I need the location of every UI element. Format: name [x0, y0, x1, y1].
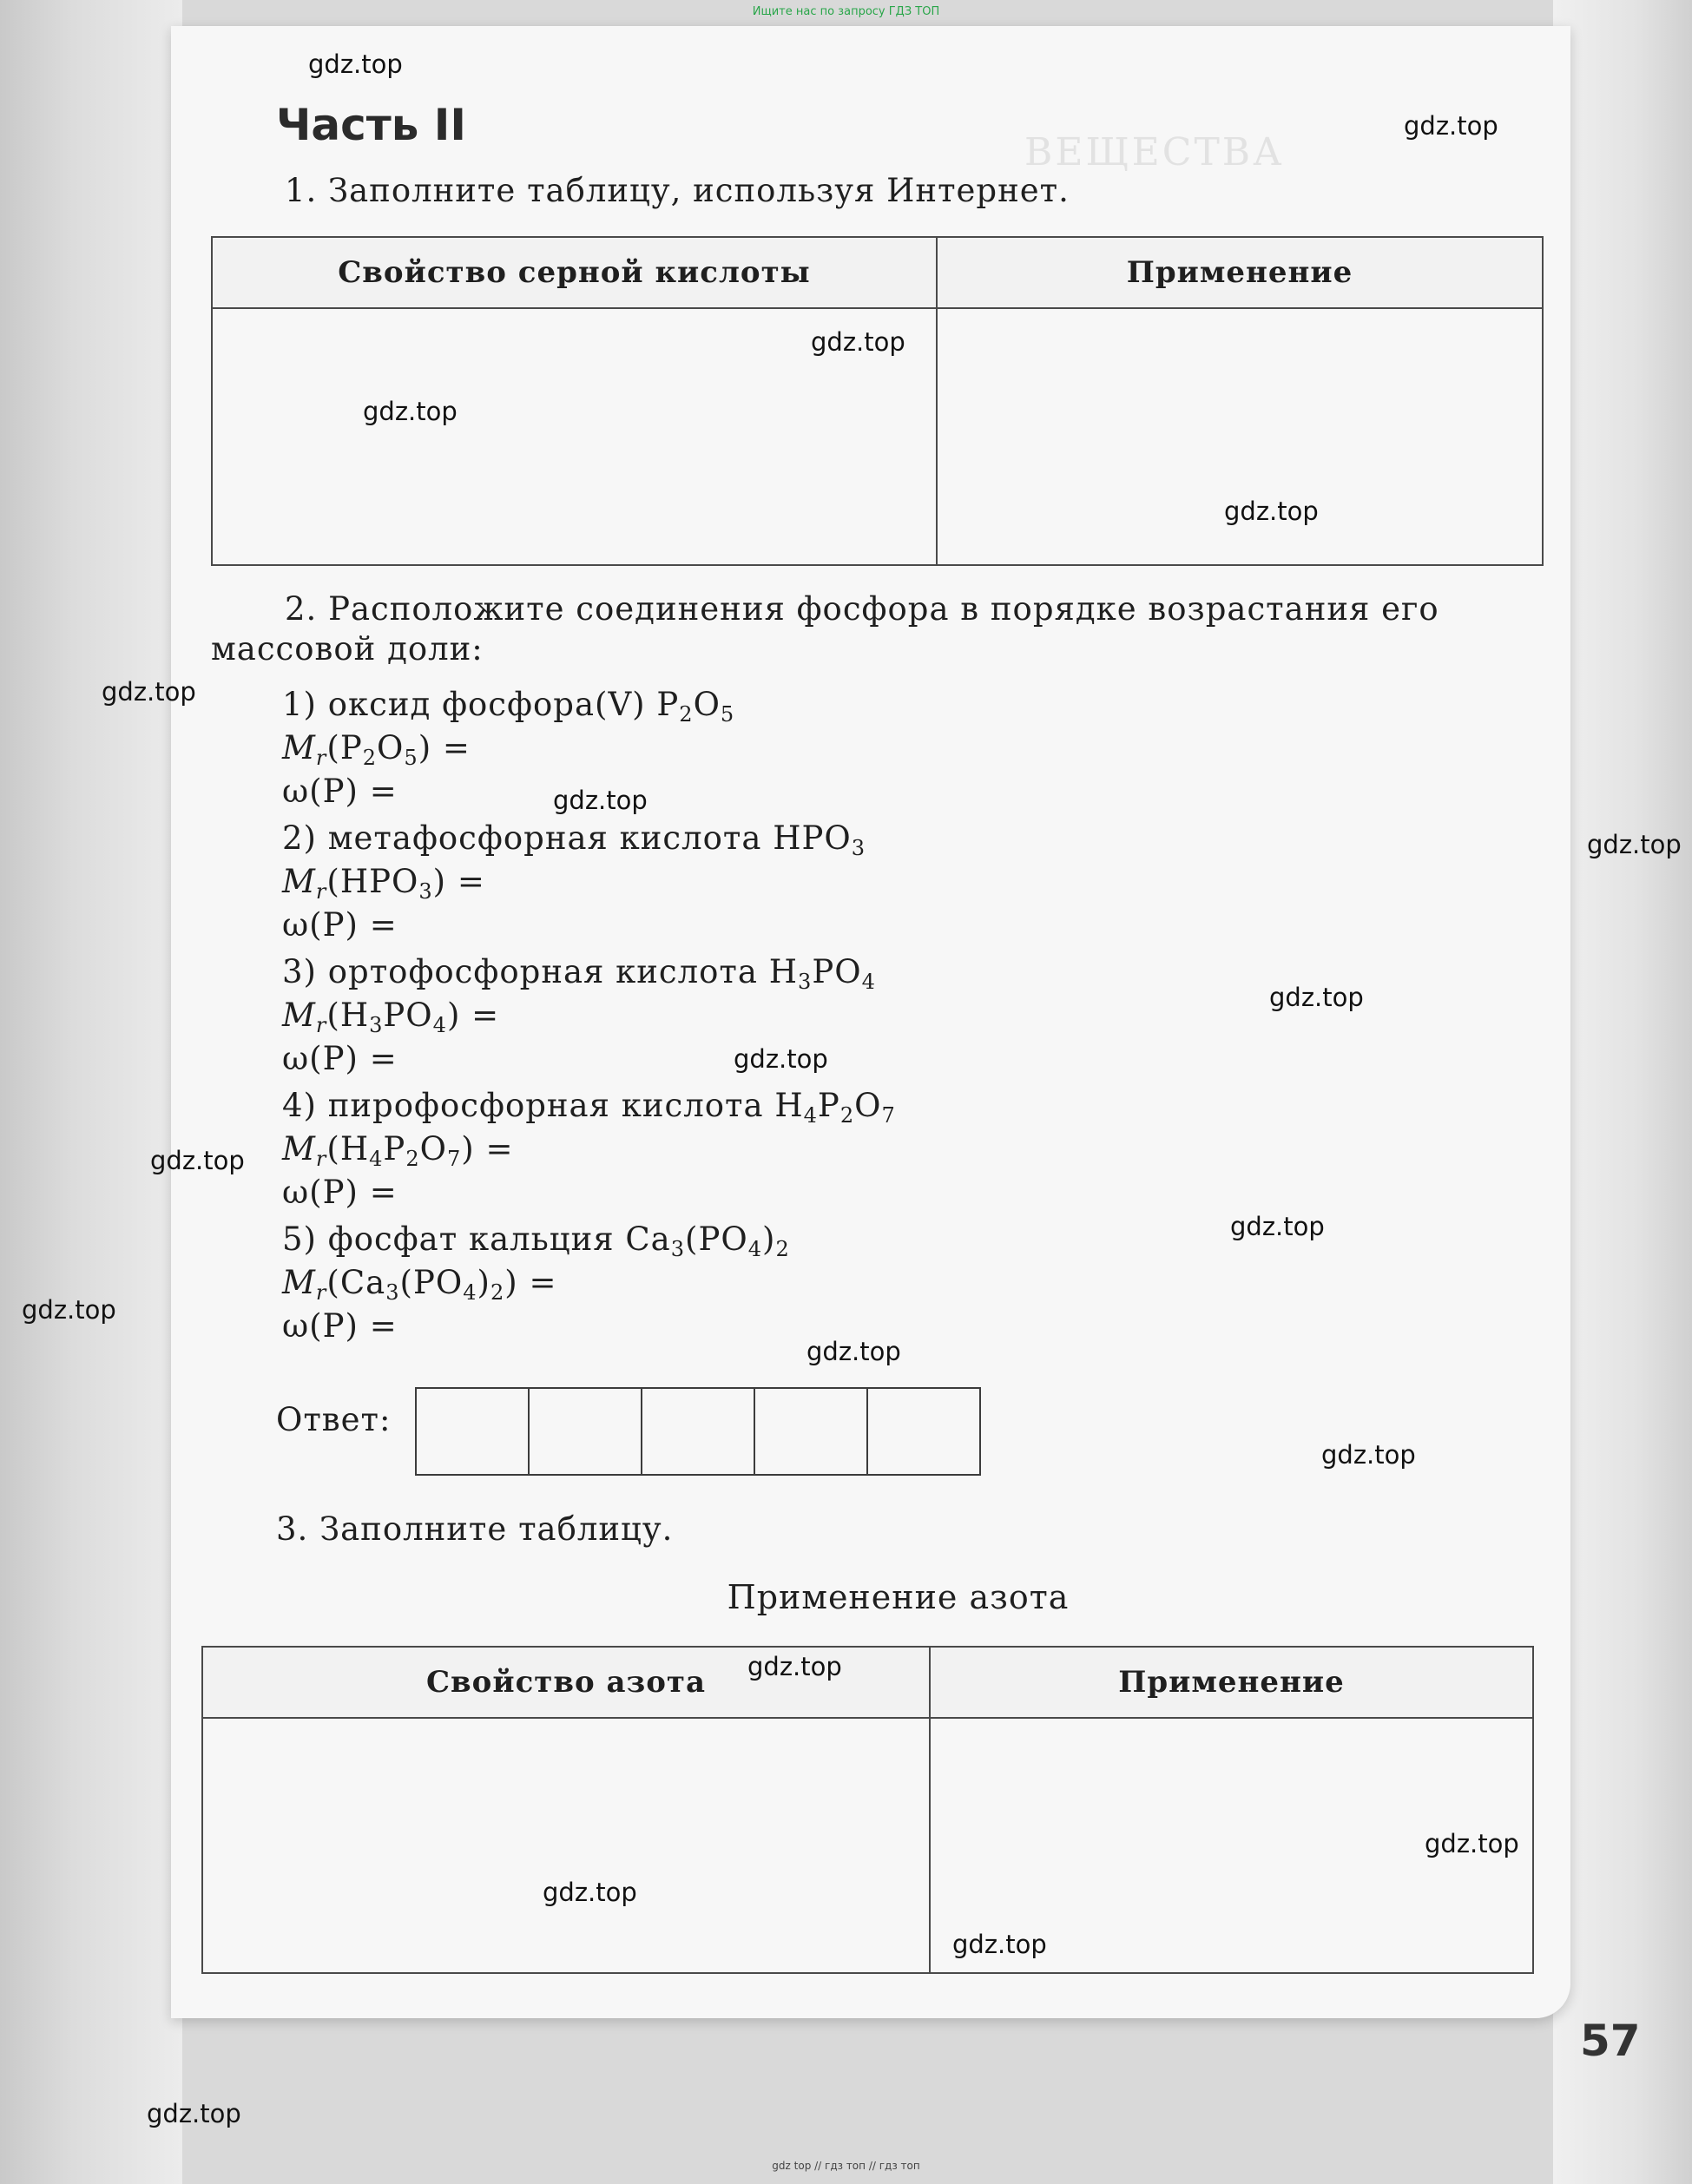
- show-through-text: ВЕЩЕСТВА: [1024, 130, 1285, 174]
- answer-box-2[interactable]: [530, 1389, 642, 1474]
- watermark: gdz.top: [806, 1337, 901, 1366]
- watermark: gdz.top: [150, 1146, 245, 1175]
- watermark: gdz.top: [147, 2099, 241, 2128]
- answer-box-3[interactable]: [642, 1389, 755, 1474]
- nitrogen-table: [201, 1646, 1534, 1974]
- compound-1-w: ω(P) =: [282, 773, 398, 810]
- watermark: gdz.top: [363, 397, 458, 426]
- compound-2-mr: $M_r(HPO_3)$ =: [282, 863, 485, 905]
- watermark: gdz.top: [811, 327, 905, 357]
- compound-5-mr: $M_r(Ca_3(PO_4)_2)$ =: [282, 1264, 557, 1306]
- watermark: gdz.top: [543, 1878, 637, 1907]
- watermark: gdz.top: [22, 1295, 116, 1325]
- table1-header-property: Свойство серной кислоты: [212, 237, 937, 308]
- table3-header-property: Свойство азота: [202, 1647, 930, 1718]
- watermark: gdz.top: [1321, 1440, 1416, 1470]
- compound-5-w: ω(P) =: [282, 1307, 398, 1345]
- answer-box-4[interactable]: [755, 1389, 868, 1474]
- compound-4-w: ω(P) =: [282, 1174, 398, 1211]
- compound-4-mr: $M_r(H_4P_2O_7)$ =: [282, 1130, 514, 1172]
- watermark: gdz.top: [553, 786, 648, 815]
- watermark: gdz.top: [1404, 111, 1498, 141]
- compound-5: 5) фосфат кальция $Ca_3(PO_4)_2$: [282, 1220, 790, 1262]
- left-background: [0, 0, 182, 2184]
- compound-3-label: 3) ортофосфорная кислота: [282, 953, 769, 990]
- watermark: gdz.top: [747, 1652, 842, 1681]
- watermark: gdz.top: [734, 1044, 828, 1074]
- compound-2: 2) метафосфорная кислота $HPO_3$: [282, 819, 866, 861]
- compound-2-w: ω(P) =: [282, 906, 398, 944]
- compound-1-label: 1) оксид фосфора(V): [282, 686, 657, 723]
- watermark: gdz.top: [1224, 497, 1319, 526]
- table3-header-application: Применение: [930, 1647, 1533, 1718]
- compound-3: 3) ортофосфорная кислота $H_3PO_4$: [282, 953, 876, 995]
- compound-2-label: 2) метафосфорная кислота: [282, 819, 774, 857]
- watermark: gdz.top: [952, 1930, 1047, 1959]
- watermark: gdz.top: [1269, 983, 1364, 1012]
- compound-3-mr: $M_r(H_3PO_4)$ =: [282, 997, 500, 1038]
- task2-instruction-line1: 2. Расположите соединения фосфора в порядке возрастания его: [285, 590, 1439, 628]
- watermark: gdz.top: [1425, 1829, 1519, 1858]
- task2-instruction-line2: массовой доли:: [211, 630, 484, 668]
- watermark: gdz.top: [1230, 1212, 1325, 1241]
- answer-box-1[interactable]: [417, 1389, 530, 1474]
- top-banner: Ищите нас по запросу ГДЗ ТОП: [752, 5, 940, 18]
- table3-property-cell[interactable]: [202, 1718, 930, 1973]
- part-title: Часть II: [276, 100, 466, 150]
- compound-1: 1) оксид фосфора(V) $P_2O_5$: [282, 686, 735, 727]
- page-number: 57: [1580, 2016, 1641, 2066]
- answer-label: Ответ:: [276, 1401, 392, 1438]
- bottom-banner: gdz top // гдз топ // гдз топ: [772, 2160, 920, 2172]
- task1-instruction: 1. Заполните таблицу, используя Интернет.: [285, 172, 1070, 209]
- watermark: gdz.top: [308, 49, 403, 79]
- table1-header-application: Применение: [937, 237, 1543, 308]
- watermark: gdz.top: [102, 677, 196, 707]
- right-background: [1553, 0, 1692, 2184]
- task3-table-title: Применение азота: [727, 1578, 1070, 1616]
- compound-5-label: 5) фосфат кальция: [282, 1220, 626, 1258]
- answer-boxes: [415, 1387, 981, 1476]
- compound-4: 4) пирофосфорная кислота $H_4P_2O_7$: [282, 1087, 896, 1128]
- compound-1-mr: $M_r(P_2O_5)$ =: [282, 729, 471, 771]
- compound-3-w: ω(P) =: [282, 1040, 398, 1077]
- task3-instruction: 3. Заполните таблицу.: [276, 1510, 674, 1548]
- table1-application-cell[interactable]: [937, 308, 1543, 565]
- answer-box-5[interactable]: [868, 1389, 979, 1474]
- watermark: gdz.top: [1587, 830, 1682, 859]
- compound-4-label: 4) пирофосфорная кислота: [282, 1087, 775, 1124]
